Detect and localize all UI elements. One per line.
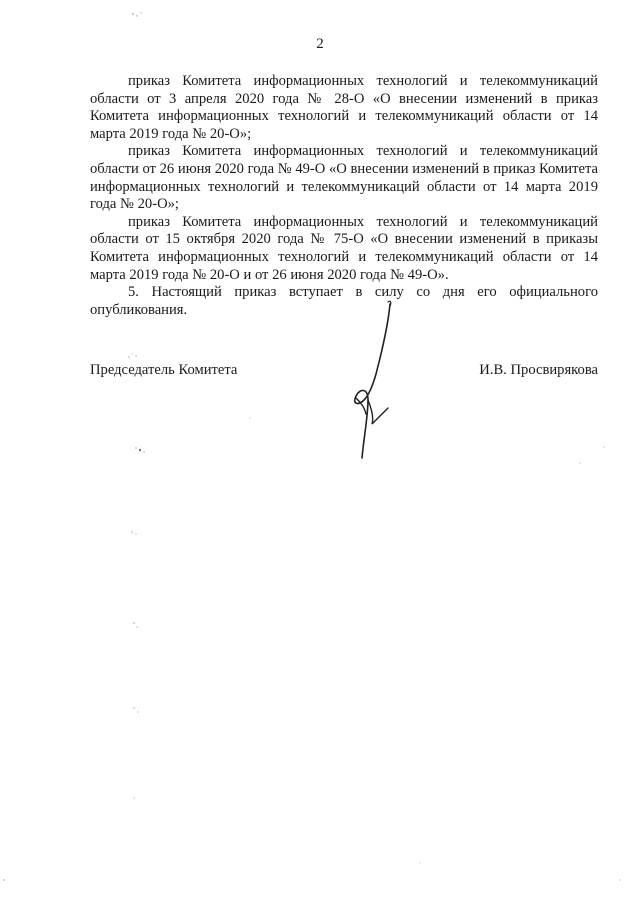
paragraph-order-list-3: приказ Комитета информационных технологий и телекоммуникаций области от 15 октября 2020 года № 75-О «О внесении изменений в приказы Комитета информационных технологий и телекоммуникаций области от 14 марта 2019 года № 20-О и от 26 июня 2020 года № 49-О». <box>90 213 598 283</box>
signatory-position: Председатель Комитета <box>90 362 238 378</box>
document-body <box>90 73 598 319</box>
paragraph-order-list-2: приказ Комитета информационных технологий и телекоммуникаций области от 26 июня 2020 года № 49-О «О внесении изменений в приказ Комитета информационных технологий и телекоммуникаций области от 14 марта 2019 года № 20-О»; <box>90 143 598 213</box>
paragraph-effective-date: 5. Настоящий приказ вступает в силу со дня его официального опубликования. <box>90 284 598 318</box>
handwritten-signature <box>338 296 408 466</box>
paragraph-order-list-1: приказ Комитета информационных технологий и телекоммуникаций области от 3 апреля 2020 года № 28-О «О внесении изменений в приказ Комитета информационных технологий и телекоммуникаций области от 14 марта 2019 года № 20-О»; <box>90 73 598 142</box>
signatory-name: И.В. Просвирякова <box>479 362 598 378</box>
page-number: 2 <box>316 36 324 52</box>
